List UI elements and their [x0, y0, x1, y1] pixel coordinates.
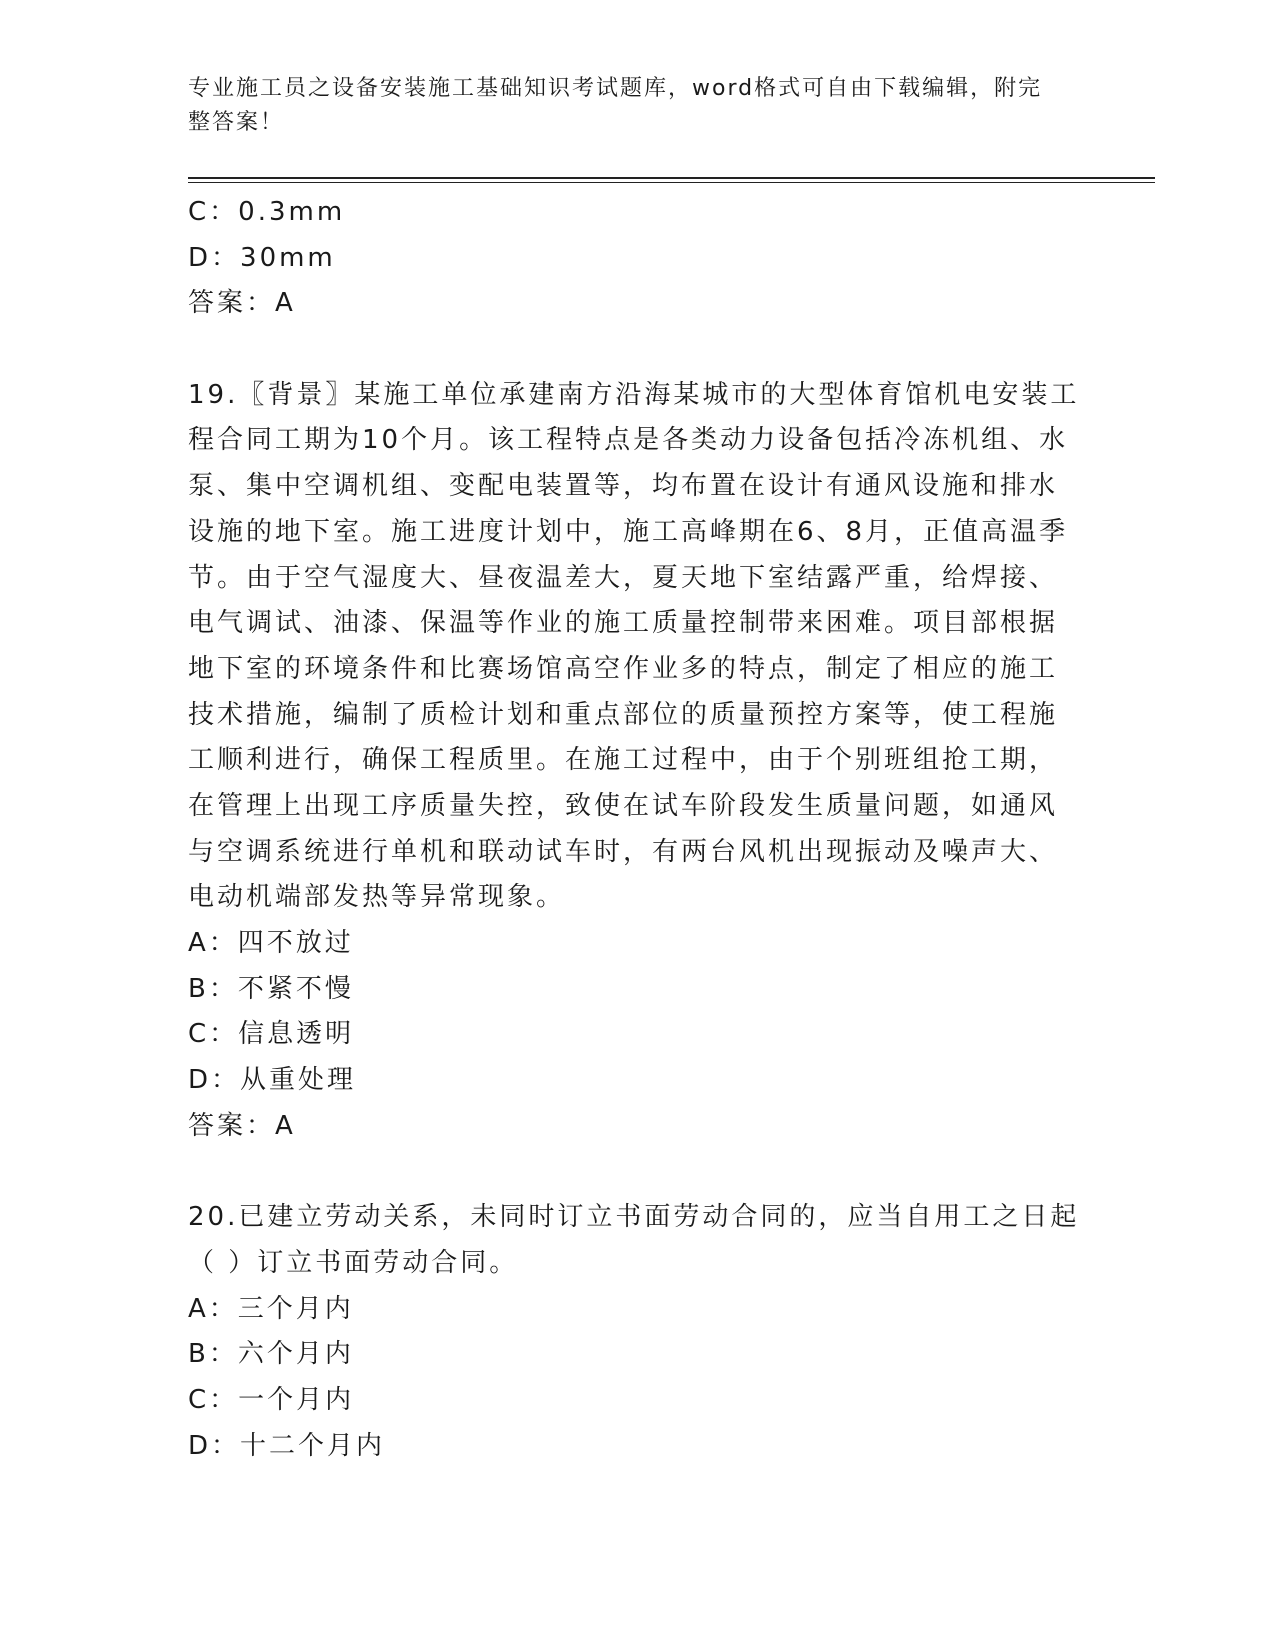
question-line: 与空调系统进行单机和联动试车时，有两台风机出现振动及噪声大、 — [188, 836, 1059, 867]
question-line: 在管理上出现工序质量失控，致使在试车阶段发生质量问题，如通风 — [188, 790, 1059, 821]
question-line: 节。由于空气湿度大、昼夜温差大，夏天地下室结露严重，给焊接、 — [188, 562, 1059, 593]
header-divider-thick — [188, 177, 1155, 179]
document-body — [188, 190, 1088, 1469]
question-line: 工顺利进行，确保工程质里。在施工过程中，由于个别班组抢工期， — [188, 745, 1059, 776]
question-line: 泵、集中空调机组、变配电装置等，均布置在设计有通风设施和排水 — [188, 471, 1059, 502]
question-line: 20.已建立劳动关系，未同时订立书面劳动合同的，应当自用工之日起 — [188, 1202, 1080, 1233]
answer-line: 答案：A — [188, 288, 296, 319]
question-line: 技术措施，编制了质检计划和重点部位的质量预控方案等，使工程施 — [188, 699, 1059, 730]
option-d: D：30mm — [188, 242, 336, 273]
question-line: 程合同工期为10个月。该工程特点是各类动力设备包括冷冻机组、水 — [188, 425, 1069, 456]
document-header — [188, 72, 1088, 140]
question-line: （ ）订立书面劳动合同。 — [188, 1247, 519, 1278]
option-a: A：四不放过 — [188, 928, 354, 958]
spacer — [188, 327, 1088, 373]
question-19-text — [188, 373, 1088, 921]
header-line-1: 专业施工员之设备安装施工基础知识考试题库，word格式可自由下载编辑，附完 — [188, 76, 1043, 101]
option-d: D：从重处理 — [188, 1065, 357, 1096]
question-line: 电气调试、油漆、保温等作业的施工质量控制带来困难。项目部根据 — [188, 608, 1059, 639]
question-line: 设施的地下室。施工进度计划中，施工高峰期在6、8月，正值高温季 — [188, 516, 1069, 547]
option-b: B：不紧不慢 — [188, 973, 354, 1004]
option-c: C：0.3mm — [188, 197, 346, 227]
option-b: B：六个月内 — [188, 1339, 354, 1370]
option-c: C：一个月内 — [188, 1384, 355, 1415]
answer-line: 答案：A — [188, 1110, 296, 1141]
option-d: D：十二个月内 — [188, 1430, 386, 1461]
option-a: A：三个月内 — [188, 1293, 354, 1324]
question-line: 电动机端部发热等异常现象。 — [188, 882, 566, 913]
question-20-text — [188, 1195, 1088, 1286]
header-line-2: 整答案！ — [188, 110, 285, 135]
header-divider-thin — [188, 182, 1155, 183]
question-line: 19.〖背景〗某施工单位承建南方沿海某城市的大型体育馆机电安装工 — [188, 379, 1080, 410]
question-line: 地下室的环境条件和比赛场馆高空作业多的特点，制定了相应的施工 — [188, 653, 1059, 684]
option-c: C：信息透明 — [188, 1019, 355, 1050]
spacer — [188, 1149, 1088, 1195]
